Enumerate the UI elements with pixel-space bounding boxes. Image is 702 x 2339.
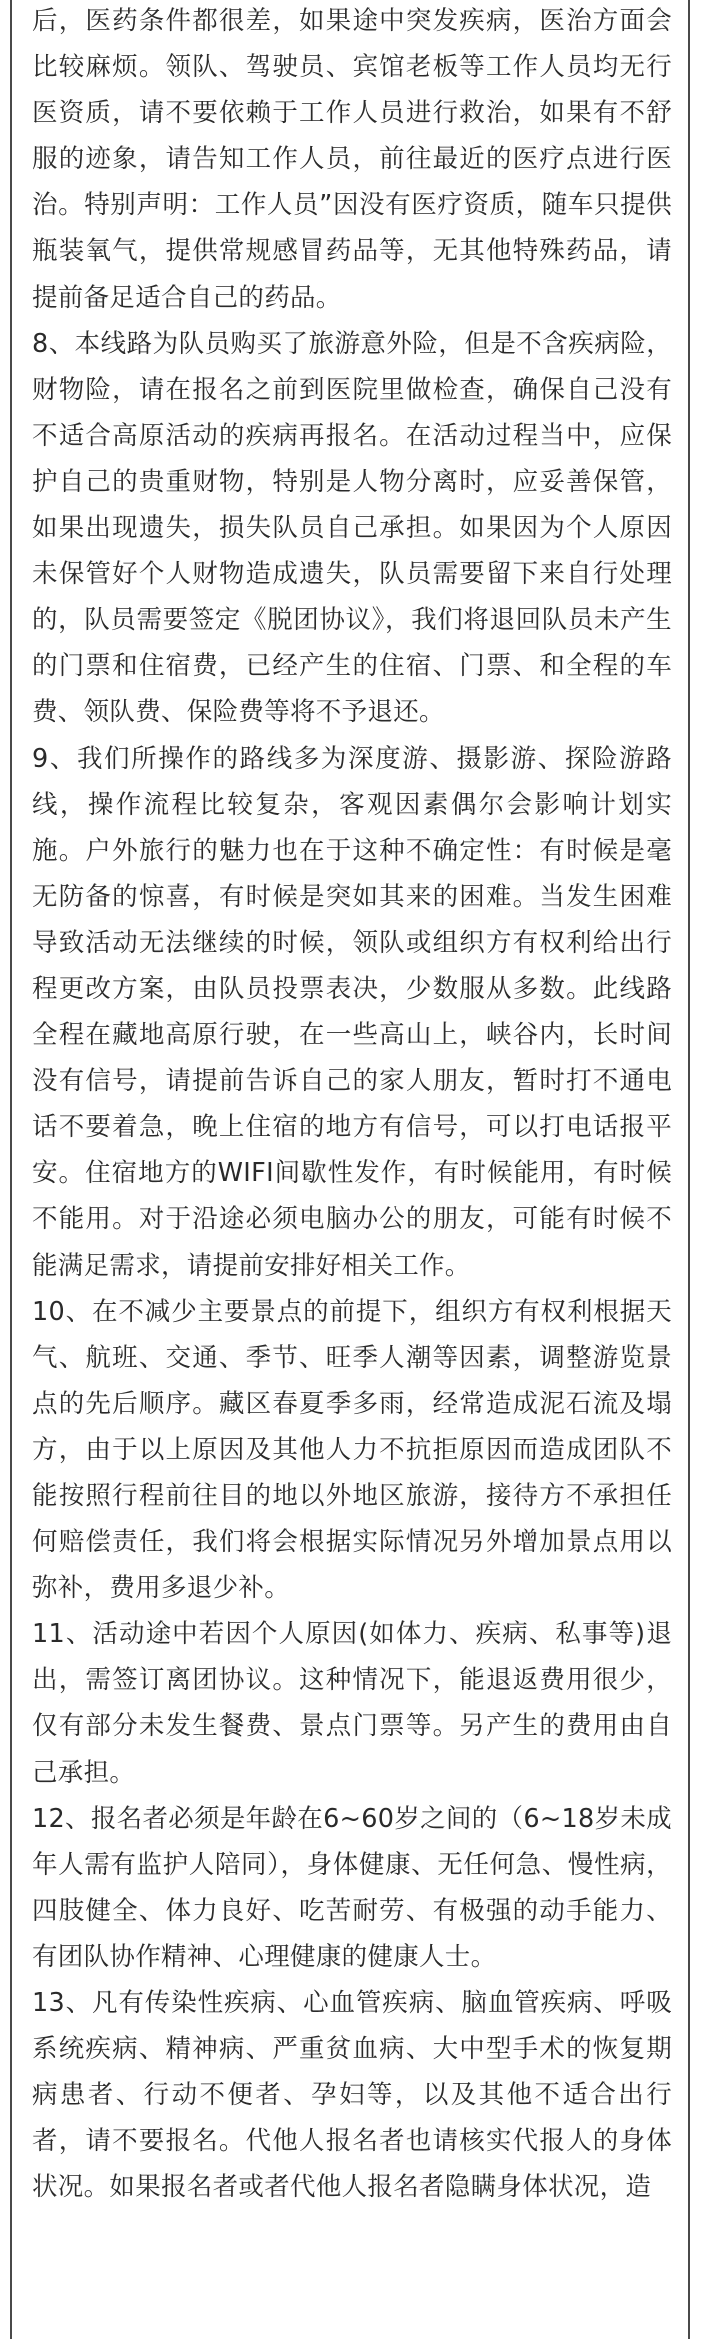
notice-text (32, 0, 672, 2211)
paragraph-item-8: 8、本线路为队员购买了旅游意外险，但是不含疾病险，财物险，请在报名之前到医院里做检查，确保自己没有不适合高原活动的疾病再报名。在活动过程当中，应保护自己的贵重财物，特别是人物分离时，应妥善保管，如果出现遗失，损失队员自己承担。如果因为个人原因未保管好个人财物造成遗失，队员需要留下来自行处理的，队员需要签定《脱团协议》，我们将退回队员未产生的门票和住宿费，已经产生的住宿、门票、和全程的车费、领队费、保险费等将不予退还。 (32, 328, 672, 728)
paragraph-continuation: 后，医药条件都很差，如果途中突发疾病，医治方面会比较麻烦。领队、驾驶员、宾馆老板等工作人员均无行医资质，请不要依赖于工作人员进行救治，如果有不舒服的迹象，请告知工作人员，前往最近的医疗点进行医治。特别声明：工作人员”因没有医疗资质，随车只提供瓶装氧气，提供常规感冒药品等，无其他特殊药品，请提前备足适合自己的药品。 (32, 6, 672, 313)
paragraph-item-11: 11、活动途中若因个人原因(如体力、疾病、私事等)退出，需签订离团协议。这种情况下，能退返费用很少，仅有部分未发生餐费、景点门票等。另产生的费用由自己承担。 (32, 1619, 672, 1788)
paragraph-item-13: 13、凡有传染性疾病、心血管疾病、脑血管疾病、呼吸系统疾病、精神病、严重贫血病、大中型手术的恢复期病患者、行动不便者、孕妇等，以及其他不适合出行者，请不要报名。代他人报名者也请核实代报人的身体状况。如果报名者或者代他人报名者隐瞒身体状况，造 (32, 1988, 672, 2203)
paragraph-item-10: 10、在不减少主要景点的前提下，组织方有权利根据天气、航班、交通、季节、旺季人潮等因素，调整游览景点的先后顺序。藏区春夏季多雨，经常造成泥石流及塌方，由于以上原因及其他人力不抗拒原因而造成团队不能按照行程前往目的地以外地区旅游，接待方不承担任何赔偿责任，我们将会根据实际情况另外增加景点用以弥补，费用多退少补。 (32, 1296, 672, 1604)
paragraph-item-12: 12、报名者必须是年龄在6~60岁之间的（6~18岁未成年人需有监护人陪同），身体健康、无任何急、慢性病，四肢健全、体力良好、吃苦耐劳、有极强的动手能力、有团队协作精神、心理健康的健康人士。 (32, 1803, 672, 1972)
paragraph-item-9: 9、我们所操作的路线多为深度游、摄影游、探险游路线，操作流程比较复杂，客观因素偶尔会影响计划实施。户外旅行的魅力也在于这种不确定性：有时候是毫无防备的惊喜，有时候是突如其来的困难。当发生困难导致活动无法继续的时候，领队或组织方有权利给出行程更改方案，由队员投票表决，少数服从多数。此线路全程在藏地高原行驶，在一些高山上，峡谷内，长时间没有信号，请提前告诉自己的家人朋友，暂时打不通电话不要着急，晚上住宿的地方有信号，可以打电话报平安。住宿地方的WIFI间歇性发作，有时候能用，有时候不能用。对于沿途必须电脑办公的朋友，可能有时候不能满足需求，请提前安排好相关工作。 (32, 743, 672, 1281)
